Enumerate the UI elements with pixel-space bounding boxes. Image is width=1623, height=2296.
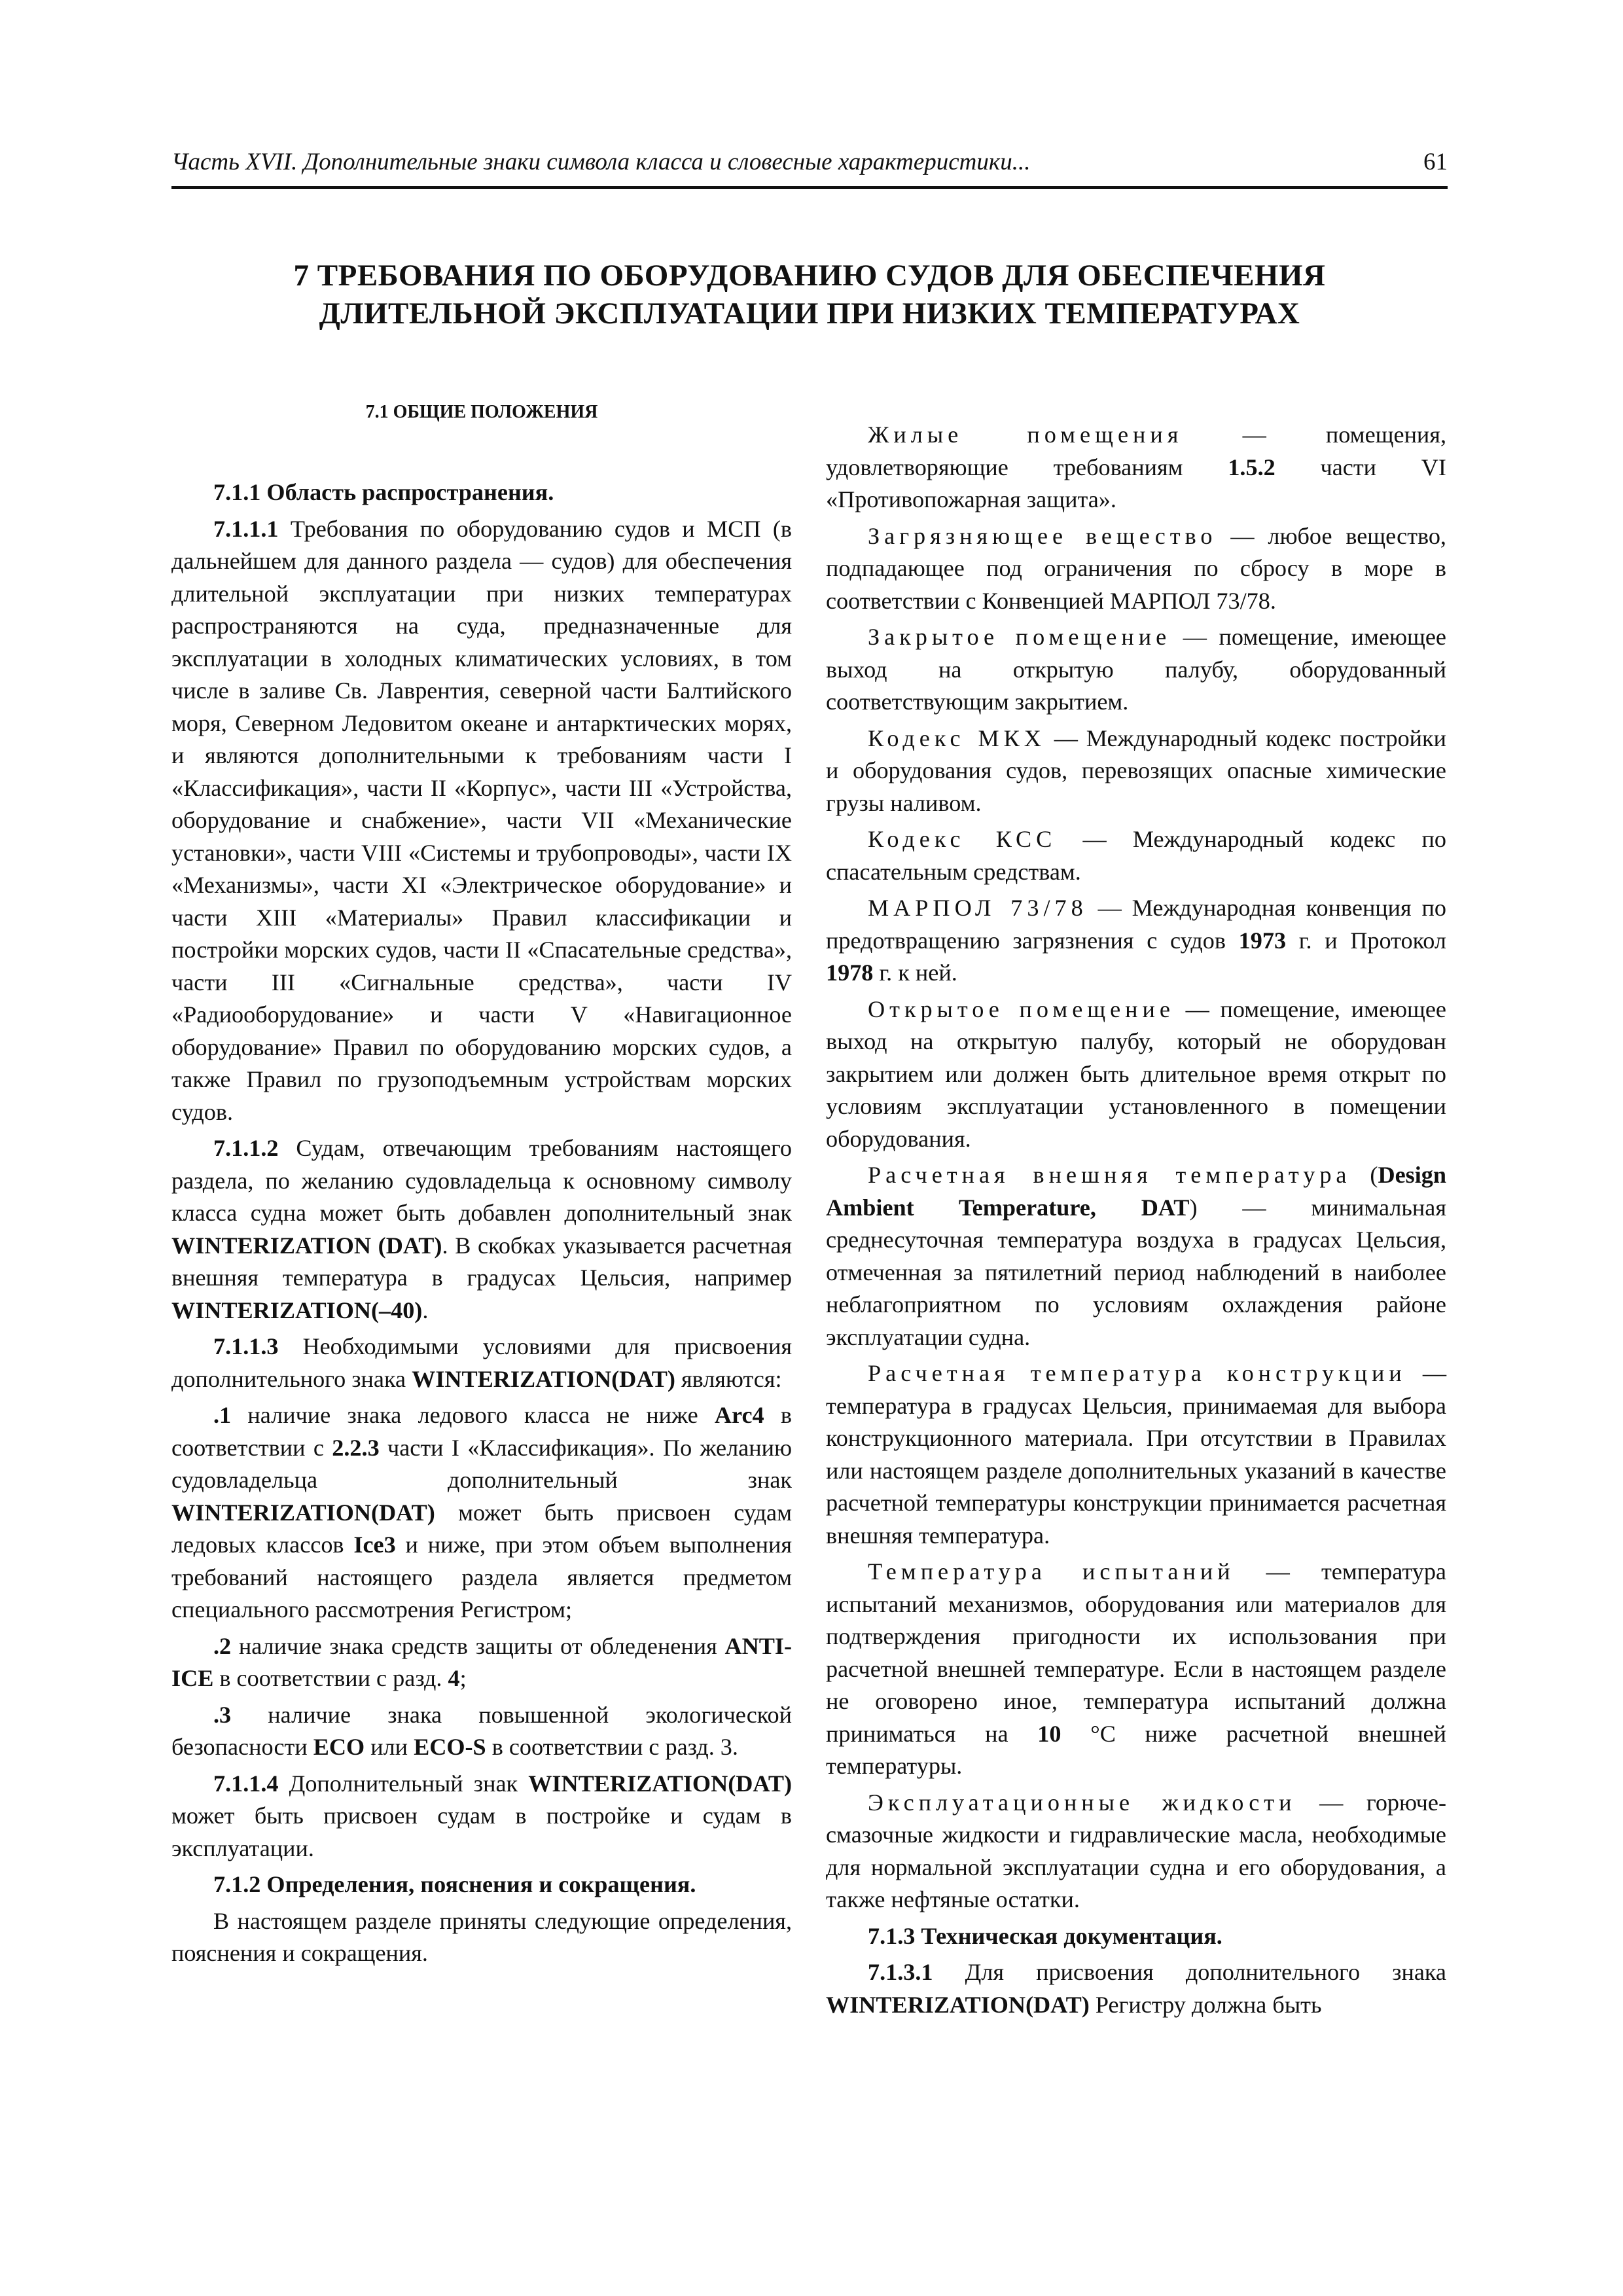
list-text: ; bbox=[459, 1665, 467, 1691]
list-text: наличие знака средств защиты от обледенения bbox=[238, 1632, 717, 1659]
list-text: и ниже, при этом объем выполнения требований настоящего раздела является предметом специального рассмотрения Регистром; bbox=[171, 1532, 793, 1623]
list-text: может быть присвоен судам ледовых классов bbox=[171, 1499, 793, 1558]
definition-term: МАРПОЛ 73/78 bbox=[868, 895, 1088, 921]
clause-number: 7.1.1.4 bbox=[213, 1770, 279, 1797]
definition-term: Эксплуатационные жидкости bbox=[868, 1789, 1296, 1816]
paragraph-7-1-1 bbox=[171, 476, 792, 509]
list-item-2 bbox=[171, 1630, 792, 1695]
list-text: наличие знака повышенной экологической безопасности bbox=[171, 1701, 793, 1760]
definition-design-ambient-temperature bbox=[826, 1159, 1446, 1354]
list-text: в соответствии с разд. bbox=[219, 1665, 442, 1691]
definition-text: — Международный кодекс по спасательным средствам. bbox=[826, 826, 1446, 885]
list-text: наличие знака ледового класса не ниже bbox=[247, 1402, 698, 1428]
clause-text: Требования по оборудованию судов и МСП (в дальнейшем для данного раздела — судов) для обеспечения длительной эксплуатации при низких температурах распространяются на суда, предназначенные для эксплуатации в холодных климатических условиях, в том числе в заливе Св. Лаврентия, северной части Балтийского моря, Северном Ледовитом океане и антарктических морях, и являются дополнительными к требованиям части I «Классификация», части II «Корпус», части III «Устройства, оборудование и снабжение», части VII «Механические установки», части VIII «Системы и трубопроводы», части IX «Механизмы», части XI «Электрическое оборудование» и части XIII «Материалы» Правил классификации и постройки морских судов, части II «Спасательные средства», части III «Сигнальные средства», части IV «Радиооборудование» и части V «Навигационное оборудование» Правил по оборудованию морских судов, а также Правил по грузоподъемным устройствам морских судов. bbox=[171, 515, 793, 1125]
reference: 1.5.2 bbox=[1228, 454, 1275, 480]
ice-class: Ice3 bbox=[353, 1532, 396, 1558]
class-mark: ANTI-ICE bbox=[171, 1632, 792, 1691]
paragraph-7-1-3 bbox=[826, 1920, 1446, 1953]
definition-text: °С ниже расчетной внешней температуры. bbox=[826, 1720, 1446, 1779]
clause-title: Определения, пояснения и сокращения. bbox=[266, 1871, 696, 1897]
right-column bbox=[826, 419, 1446, 2021]
clause-number: 7.1.2 bbox=[213, 1871, 261, 1897]
class-mark: WINTERIZATION (DAT) bbox=[171, 1232, 442, 1259]
definition-term: Жилые помещения bbox=[868, 422, 1183, 448]
definition-living-quarters bbox=[826, 419, 1446, 516]
clause-text: Необходимыми условиями для присвоения дополнительного знака bbox=[171, 1333, 792, 1392]
left-column bbox=[171, 399, 792, 1970]
definition-text: ) — минимальная среднесуточная температура воздуха в градусах Цельсия, отмеченная за пятилетний период наблюдений в наиболее неблагоприятном по условиям охлаждения районе эксплуатации судна. bbox=[826, 1194, 1446, 1350]
definition-term: Температура испытаний bbox=[868, 1558, 1235, 1585]
reference: 4 bbox=[448, 1665, 460, 1691]
class-mark: WINTERIZATION(DAT) bbox=[826, 1991, 1090, 2018]
definition-term: Закрытое помещение bbox=[868, 624, 1171, 650]
list-item-1 bbox=[171, 1399, 792, 1626]
definition-text: — помещения, удовлетворяющие требованиям bbox=[826, 422, 1446, 480]
chapter-title-line-1: 7 ТРЕБОВАНИЯ ПО ОБОРУДОВАНИЮ СУДОВ ДЛЯ ОБЕСПЕЧЕНИЯ bbox=[293, 259, 1326, 293]
paragraph-7-1-1-3 bbox=[171, 1331, 792, 1395]
clause-text: может быть присвоен судам в постройке и судам в эксплуатации. bbox=[171, 1803, 792, 1861]
temperature-value: 10 bbox=[1037, 1720, 1061, 1747]
definition-text: части VI «Противопожарная защита». bbox=[826, 454, 1446, 512]
definition-ibc-code bbox=[826, 723, 1446, 820]
definition-text: — Международная конвенция по предотвращению загрязнения с судов bbox=[826, 895, 1447, 954]
ice-class: Arc4 bbox=[714, 1402, 764, 1428]
clause-text: . В скобках указывается расчетная внешняя температура в градусах Цельсия, например bbox=[171, 1232, 793, 1291]
class-mark-example: WINTERIZATION(–40) bbox=[171, 1297, 423, 1323]
page-number: 61 bbox=[1423, 149, 1448, 175]
definition-text: — помещение, имеющее выход на открытую палубу, оборудованный соответствующим закрытием. bbox=[826, 624, 1446, 715]
clause-title: Техническая документация. bbox=[921, 1922, 1222, 1949]
class-mark: ECO-S bbox=[414, 1734, 486, 1760]
list-item-3 bbox=[171, 1699, 792, 1764]
clause-text: Судам, отвечающим требованиям настоящего раздела, по желанию судовладельца к основному символу класса судна может быть добавлен дополнительный знак bbox=[171, 1135, 792, 1226]
list-text: или bbox=[370, 1734, 408, 1760]
definition-text: — температура испытаний механизмов, оборудования или материалов для подтверждения пригодности их использования при расчетной внешней температуре. Если в настоящем разделе не оговорено иное, температура испытаний должна приниматься на bbox=[826, 1558, 1446, 1747]
clause-number: 7.1.3 bbox=[868, 1922, 916, 1949]
clause-text: Регистру должна быть bbox=[1095, 1991, 1322, 2018]
definition-marpol bbox=[826, 892, 1446, 990]
definition-text: — температура в градусах Цельсия, принимаемая для выбора конструкционного материала. При отсутствии в Правилах или настоящем разделе дополнительных указаний в качестве расчетной температуры конструкции принимается расчетная внешняя температура. bbox=[826, 1360, 1447, 1549]
clause-title: Область распространения. bbox=[266, 479, 554, 505]
definition-term: Открытое помещение bbox=[868, 996, 1175, 1022]
clause-text: Дополнительный знак bbox=[289, 1770, 518, 1797]
definition-text: ( bbox=[1351, 1162, 1378, 1188]
class-mark: WINTERIZATION(DAT) bbox=[171, 1499, 435, 1526]
class-mark: WINTERIZATION(DAT) bbox=[528, 1770, 793, 1797]
definition-enclosed-space bbox=[826, 621, 1446, 719]
year: 1973 bbox=[1238, 927, 1287, 954]
paragraph-7-1-3-1 bbox=[826, 1956, 1446, 2021]
list-number: .2 bbox=[213, 1632, 232, 1659]
running-header bbox=[171, 145, 1448, 189]
definition-term: Кодекс МКХ bbox=[868, 725, 1046, 751]
clause-number: 7.1.3.1 bbox=[868, 1959, 933, 1985]
definition-text: — любое вещество, подпадающее под ограничения по сбросу в море в соответствии с Конвенцией МАРПОЛ 73/78. bbox=[826, 522, 1446, 614]
clause-number: 7.1.1.2 bbox=[213, 1135, 279, 1161]
definition-test-temperature bbox=[826, 1556, 1446, 1783]
clause-text: Для присвоения дополнительного знака bbox=[965, 1959, 1446, 1985]
definition-lsa-code bbox=[826, 823, 1446, 888]
definition-text: — Международный кодекс постройки и оборудования судов, перевозящих опасные химические грузы наливом. bbox=[826, 725, 1446, 816]
section-heading: 7.1 ОБЩИЕ ПОЛОЖЕНИЯ bbox=[365, 402, 598, 422]
list-number: .1 bbox=[213, 1402, 232, 1428]
english-term: Design Ambient Temperature, DAT bbox=[826, 1162, 1446, 1221]
year: 1978 bbox=[826, 960, 874, 986]
reference: 2.2.3 bbox=[332, 1434, 380, 1461]
definition-open-space bbox=[826, 994, 1446, 1156]
definition-design-structure-temperature bbox=[826, 1357, 1446, 1552]
list-text: в соответствии с bbox=[171, 1402, 792, 1461]
clause-number: 7.1.1.3 bbox=[213, 1333, 279, 1359]
definition-text: — горюче-смазочные жидкости и гидравлические масла, необходимые для нормальной эксплуатации судна и его оборудования, а также нефтяные остатки. bbox=[826, 1789, 1446, 1912]
list-number: .3 bbox=[213, 1701, 232, 1728]
paragraph-7-1-1-1 bbox=[171, 513, 792, 1129]
clause-text: являются: bbox=[681, 1365, 782, 1392]
definition-operating-fluids bbox=[826, 1787, 1446, 1916]
definition-text: — помещение, имеющее выход на открытую палубу, который не оборудован закрытием или должен быть длительное время открыт по условиям эксплуатации установленного в помещении оборудования. bbox=[826, 996, 1446, 1152]
definition-text: г. и Протокол bbox=[1286, 927, 1446, 954]
list-text: части I «Классификация». По желанию судовладельца дополнительный знак bbox=[171, 1434, 793, 1493]
paragraph-7-1-1-2: 7.1.1.2 Судам, отвечающим требованиям настоящего раздела, по желанию судовладельца к основному символу класса судна может быть добавлен дополнительный знак WINTERIZATION (DAT). В скобках указывается расчетная внешняя температура в градусах Цельсия, например WINTERIZATION(–40). bbox=[171, 1135, 793, 1323]
clause-number: 7.1.1 bbox=[213, 479, 261, 505]
definition-text: г. к ней. bbox=[873, 960, 957, 986]
clause-number: 7.1.1.1 bbox=[213, 515, 279, 542]
list-text: в соответствии с разд. 3. bbox=[491, 1734, 738, 1760]
paragraph-7-1-2 bbox=[171, 1869, 792, 1901]
definition-term: Расчетная внешняя температура bbox=[868, 1162, 1351, 1188]
class-mark: WINTERIZATION(DAT) bbox=[412, 1365, 675, 1392]
definition-term: Расчетная температура конструкции bbox=[868, 1360, 1406, 1386]
definition-term: Кодекс КСС bbox=[868, 826, 1057, 852]
definition-pollutant bbox=[826, 520, 1446, 618]
definition-term: Загрязняющее вещество bbox=[868, 522, 1217, 549]
chapter-title-line-2: ДЛИТЕЛЬНОЙ ЭКСПЛУАТАЦИИ ПРИ НИЗКИХ ТЕМПЕРАТУРАХ bbox=[319, 296, 1300, 331]
paragraph-7-1-2-body: В настоящем разделе приняты следующие определения, пояснения и сокращения. bbox=[171, 1907, 792, 1966]
paragraph-7-1-1-4 bbox=[171, 1768, 792, 1865]
running-title: Часть XVII. Дополнительные знаки символа класса и словесные характеристики... bbox=[171, 149, 1031, 175]
class-mark: ECO bbox=[313, 1734, 365, 1760]
chapter-title bbox=[171, 257, 1448, 332]
